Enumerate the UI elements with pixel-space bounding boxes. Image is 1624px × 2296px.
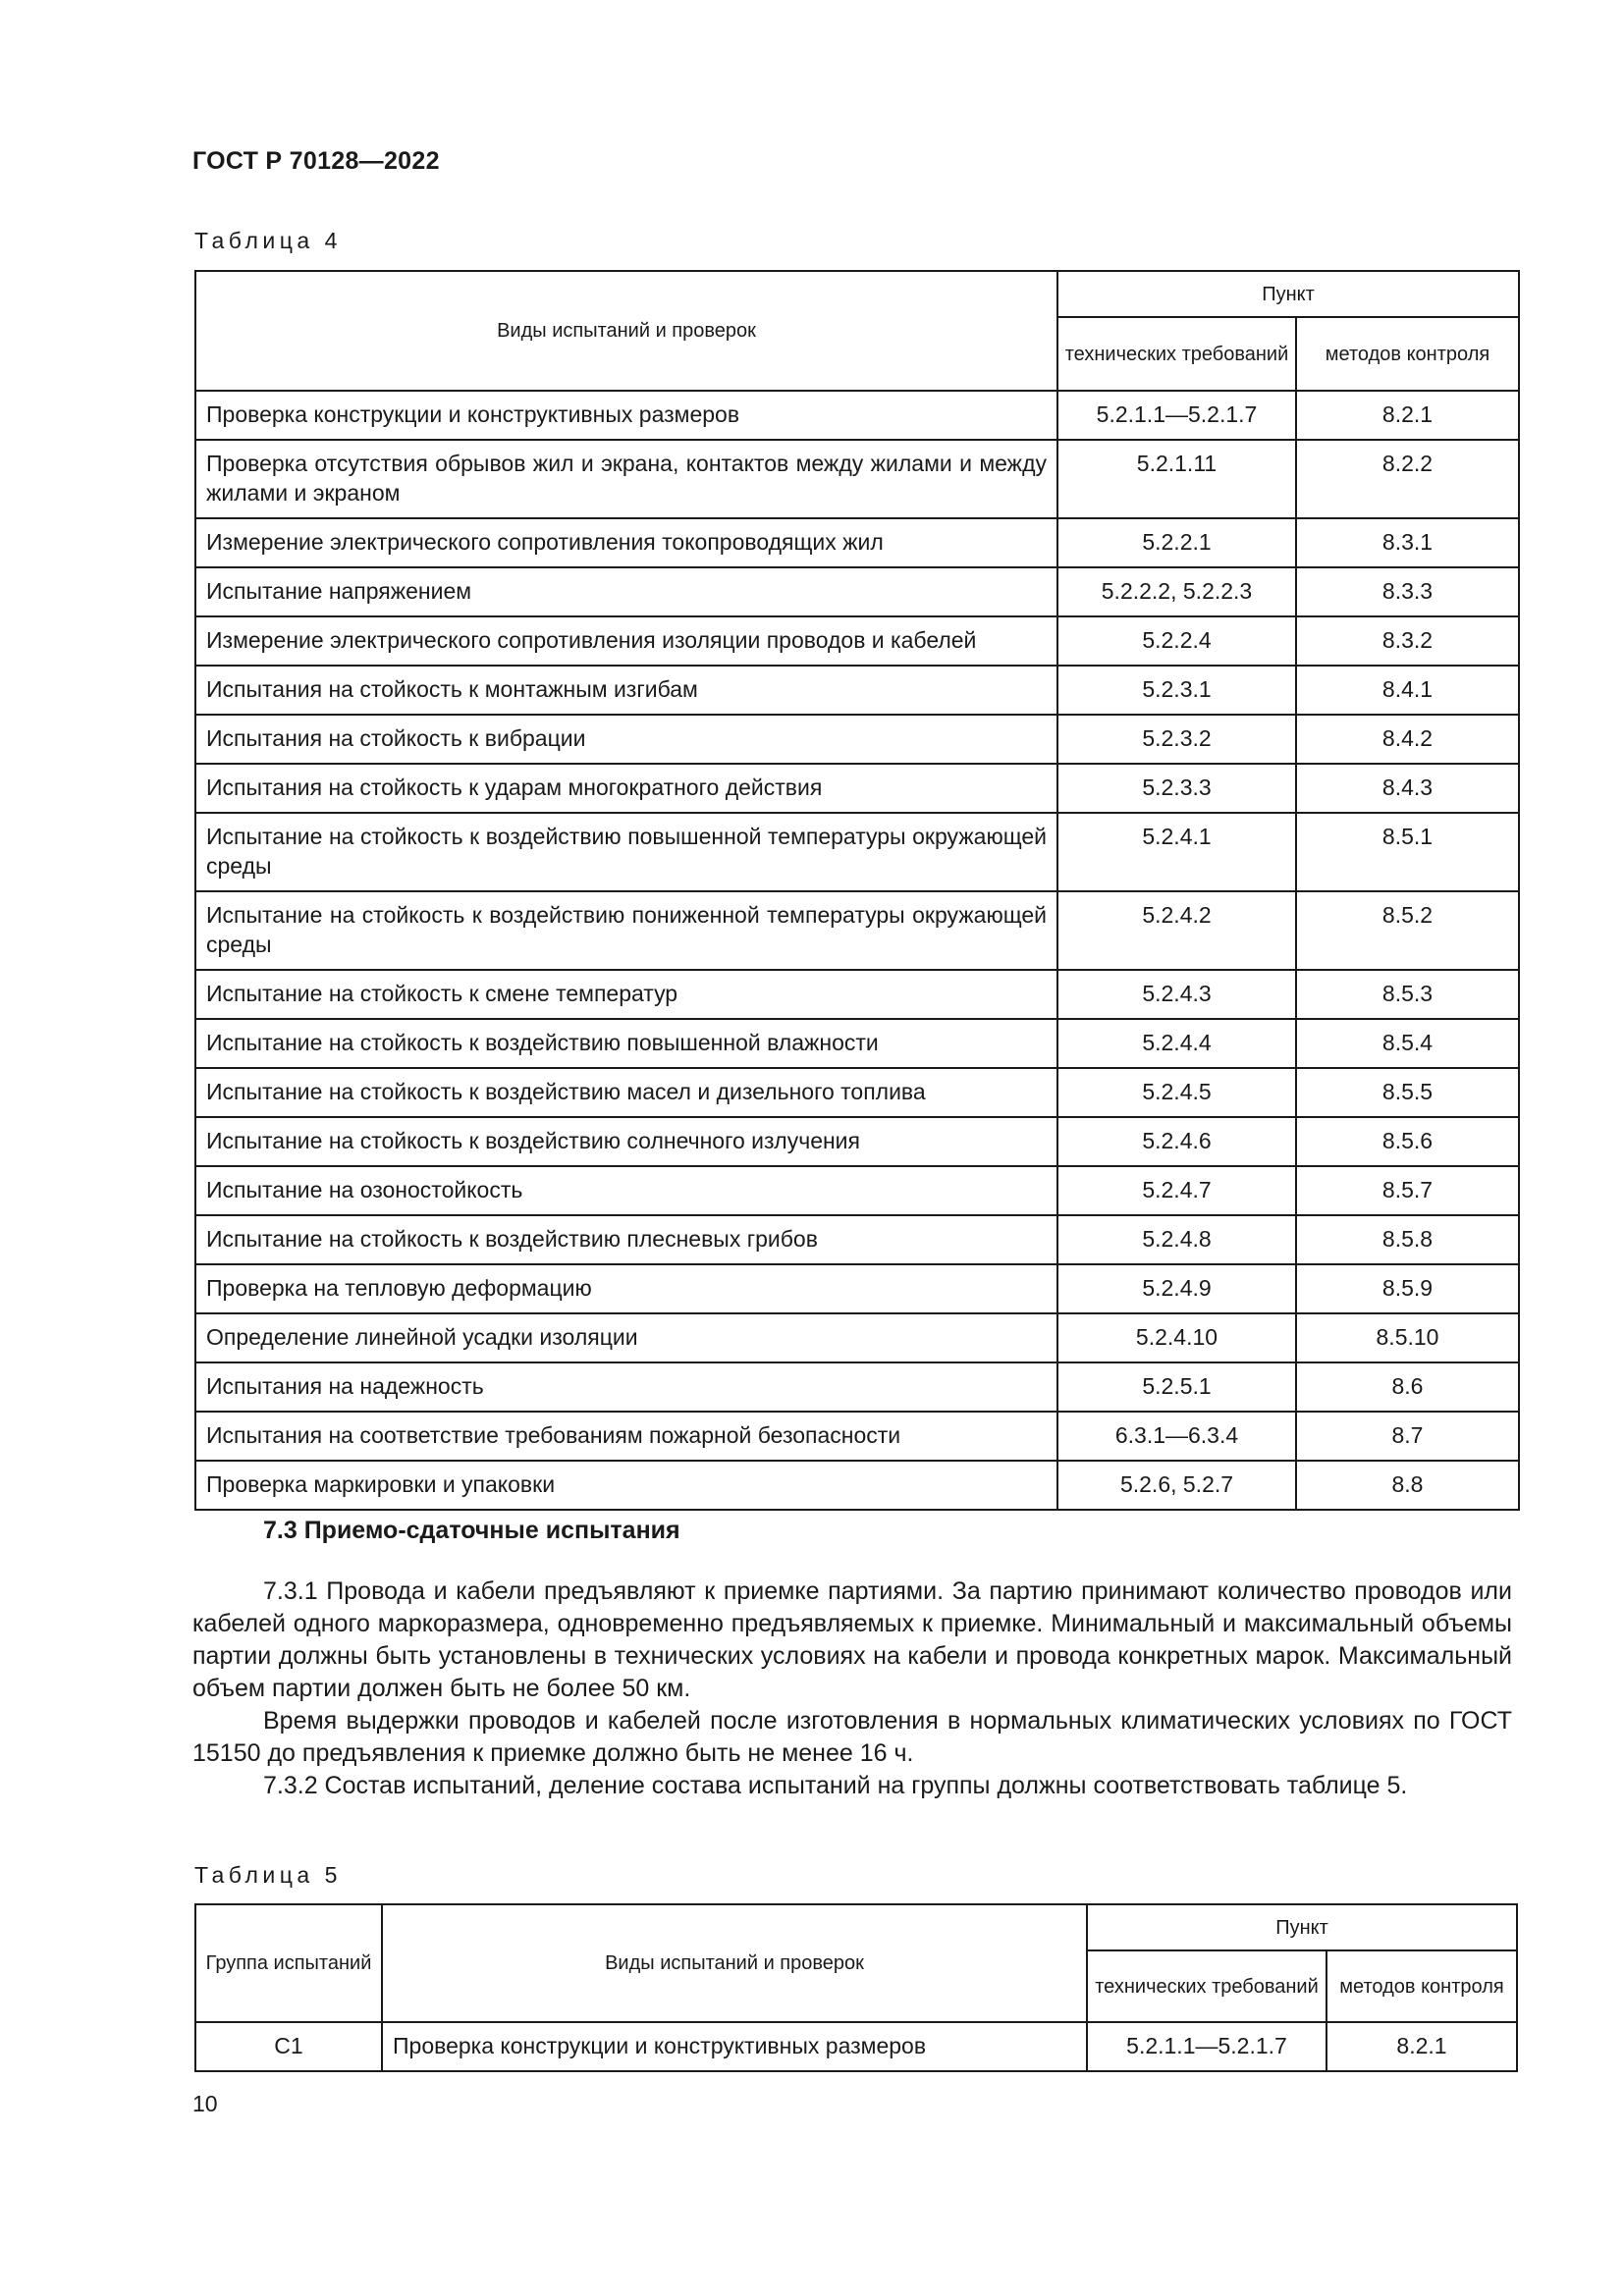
table4-cell-req: 5.2.5.1 bbox=[1057, 1362, 1296, 1412]
table4-cell-name: Испытание на стойкость к воздействию масел и дизельного топлива bbox=[195, 1068, 1057, 1117]
table-row bbox=[195, 391, 1519, 440]
table4-cell-req: 5.2.4.3 bbox=[1057, 970, 1296, 1019]
table4-cell-ctrl: 8.7 bbox=[1296, 1412, 1519, 1461]
table4-cell-ctrl: 8.4.1 bbox=[1296, 666, 1519, 715]
table4-header-name: Виды испытаний и проверок bbox=[195, 271, 1057, 391]
table4-cell-name: Измерение электрического сопротивления изоляции проводов и кабелей bbox=[195, 616, 1057, 666]
table-row bbox=[195, 440, 1519, 518]
table4-cell-name: Испытание на стойкость к воздействию повышенной влажности bbox=[195, 1019, 1057, 1068]
table-row bbox=[195, 764, 1519, 813]
table4-cell-ctrl: 8.5.5 bbox=[1296, 1068, 1519, 1117]
table4-cell-ctrl: 8.6 bbox=[1296, 1362, 1519, 1412]
paragraph-7-3-2: 7.3.2 Состав испытаний, деление состава испытаний на группы должны соответствовать таблице 5. bbox=[263, 1772, 1408, 1799]
table4-cell-req: 5.2.4.8 bbox=[1057, 1215, 1296, 1264]
table4-cell-req: 5.2.4.4 bbox=[1057, 1019, 1296, 1068]
table4-cell-req: 6.3.1—6.3.4 bbox=[1057, 1412, 1296, 1461]
table4-cell-name: Испытание на озоностойкость bbox=[195, 1166, 1057, 1215]
table4-cell-req: 5.2.3.1 bbox=[1057, 666, 1296, 715]
table5-header-group-name: Группа испытаний bbox=[195, 1904, 382, 2022]
table-row bbox=[195, 616, 1519, 666]
table4-cell-name: Измерение электрического сопротивления токопроводящих жил bbox=[195, 518, 1057, 567]
table4-cell-name: Определение линейной усадки изоляции bbox=[195, 1313, 1057, 1362]
table-row bbox=[195, 1068, 1519, 1117]
table4-cell-name: Испытания на соответствие требованиям пожарной безопасности bbox=[195, 1412, 1057, 1461]
table4-header-ctrl: методов контроля bbox=[1296, 317, 1519, 391]
table4-cell-name: Испытание напряжением bbox=[195, 567, 1057, 616]
table4-cell-req: 5.2.3.2 bbox=[1057, 715, 1296, 764]
table5-header-group: Пункт bbox=[1087, 1904, 1517, 1950]
table4-cell-name: Испытание на стойкость к воздействию пониженной температуры окружающей среды bbox=[195, 891, 1057, 970]
table4-cell-name: Испытание на стойкость к воздействию плесневых грибов bbox=[195, 1215, 1057, 1264]
table4-cell-name: Проверка маркировки и упаковки bbox=[195, 1461, 1057, 1510]
table5-header-ctrl: методов контроля bbox=[1326, 1950, 1517, 2022]
table4-cell-name: Испытания на надежность bbox=[195, 1362, 1057, 1412]
paragraph-7-3-1: 7.3.1 Провода и кабели предъявляют к приемке партиями. За партию принимают количество проводов или кабелей одного маркоразмера, одновременно предъявляемых к приемке. Минимальный и максимальный объемы партии должны быть установлены в технических условиях на кабели и провода конкретных марок. Максимальный объем партии должен быть не более 50 км. bbox=[192, 1577, 1512, 1702]
table-row bbox=[195, 666, 1519, 715]
table4-cell-name: Испытания на стойкость к ударам многократного действия bbox=[195, 764, 1057, 813]
table-row bbox=[195, 2022, 1517, 2071]
table-row bbox=[195, 1019, 1519, 1068]
table-row bbox=[195, 1117, 1519, 1166]
table4-cell-req: 5.2.4.10 bbox=[1057, 1313, 1296, 1362]
table4-cell-ctrl: 8.5.4 bbox=[1296, 1019, 1519, 1068]
document-code: ГОСТ Р 70128—2022 bbox=[192, 147, 440, 175]
table4-cell-ctrl: 8.2.1 bbox=[1296, 391, 1519, 440]
table4-cell-ctrl: 8.5.9 bbox=[1296, 1264, 1519, 1313]
table4-cell-ctrl: 8.5.8 bbox=[1296, 1215, 1519, 1264]
table4-cell-req: 5.2.4.7 bbox=[1057, 1166, 1296, 1215]
table4-cell-req: 5.2.2.4 bbox=[1057, 616, 1296, 666]
table4-cell-req: 5.2.4.6 bbox=[1057, 1117, 1296, 1166]
table5-cell-name: Проверка конструкции и конструктивных размеров bbox=[382, 2022, 1087, 2071]
table4-cell-req: 5.2.4.5 bbox=[1057, 1068, 1296, 1117]
table4-cell-req: 5.2.4.9 bbox=[1057, 1264, 1296, 1313]
table5-cell-group: С1 bbox=[195, 2022, 382, 2071]
section-title: 7.3 Приемо-сдаточные испытания bbox=[263, 1517, 680, 1544]
table-row bbox=[195, 567, 1519, 616]
table4-cell-req: 5.2.4.2 bbox=[1057, 891, 1296, 970]
table-row bbox=[195, 1264, 1519, 1313]
table4-cell-ctrl: 8.3.1 bbox=[1296, 518, 1519, 567]
table4-cell-req: 5.2.1.11 bbox=[1057, 440, 1296, 518]
table4-cell-name: Испытание на стойкость к воздействию солнечного излучения bbox=[195, 1117, 1057, 1166]
table4-cell-ctrl: 8.2.2 bbox=[1296, 440, 1519, 518]
table4-header-group: Пункт bbox=[1057, 271, 1519, 317]
table4-cell-name: Испытания на стойкость к вибрации bbox=[195, 715, 1057, 764]
table4-cell-name: Проверка на тепловую деформацию bbox=[195, 1264, 1057, 1313]
table-row bbox=[195, 1412, 1519, 1461]
table4-cell-ctrl: 8.5.6 bbox=[1296, 1117, 1519, 1166]
table4-cell-name: Проверка конструкции и конструктивных размеров bbox=[195, 391, 1057, 440]
table4-cell-ctrl: 8.5.10 bbox=[1296, 1313, 1519, 1362]
table4-caption: Таблица 4 bbox=[194, 228, 342, 253]
table5-caption: Таблица 5 bbox=[194, 1862, 342, 1888]
table-5 bbox=[194, 1903, 1518, 2072]
table4-cell-req: 5.2.6, 5.2.7 bbox=[1057, 1461, 1296, 1510]
table4-cell-req: 5.2.2.2, 5.2.2.3 bbox=[1057, 567, 1296, 616]
table-row bbox=[195, 1313, 1519, 1362]
table4-cell-req: 5.2.2.1 bbox=[1057, 518, 1296, 567]
table4-cell-req: 5.2.4.1 bbox=[1057, 813, 1296, 891]
table-row bbox=[195, 813, 1519, 891]
table-row bbox=[195, 518, 1519, 567]
table5-cell-ctrl: 8.2.1 bbox=[1326, 2022, 1517, 2071]
table4-cell-req: 5.2.3.3 bbox=[1057, 764, 1296, 813]
table-row bbox=[195, 1215, 1519, 1264]
table-row bbox=[195, 970, 1519, 1019]
table5-cell-req: 5.2.1.1—5.2.1.7 bbox=[1087, 2022, 1326, 2071]
table-row bbox=[195, 1166, 1519, 1215]
table4-cell-ctrl: 8.3.3 bbox=[1296, 567, 1519, 616]
table4-header-req: технических требований bbox=[1057, 317, 1296, 391]
table4-cell-req: 5.2.1.1—5.2.1.7 bbox=[1057, 391, 1296, 440]
table-row bbox=[195, 715, 1519, 764]
table5-header-name: Виды испытаний и проверок bbox=[382, 1904, 1087, 2022]
table4-cell-ctrl: 8.5.3 bbox=[1296, 970, 1519, 1019]
table5-header-req: технических требований bbox=[1087, 1950, 1326, 2022]
table4-cell-ctrl: 8.4.2 bbox=[1296, 715, 1519, 764]
table4-cell-name: Испытание на стойкость к смене температур bbox=[195, 970, 1057, 1019]
table4-cell-ctrl: 8.4.3 bbox=[1296, 764, 1519, 813]
table4-cell-ctrl: 8.3.2 bbox=[1296, 616, 1519, 666]
table4-cell-name: Испытание на стойкость к воздействию повышенной температуры окружающей среды bbox=[195, 813, 1057, 891]
table4-cell-ctrl: 8.5.7 bbox=[1296, 1166, 1519, 1215]
page-number: 10 bbox=[192, 2091, 218, 2116]
table4-cell-name: Испытания на стойкость к монтажным изгибам bbox=[195, 666, 1057, 715]
table4-cell-ctrl: 8.5.1 bbox=[1296, 813, 1519, 891]
table-row bbox=[195, 891, 1519, 970]
table-row bbox=[195, 1362, 1519, 1412]
table-row bbox=[195, 1461, 1519, 1510]
table4-cell-ctrl: 8.8 bbox=[1296, 1461, 1519, 1510]
table-4 bbox=[194, 270, 1520, 1511]
table4-cell-ctrl: 8.5.2 bbox=[1296, 891, 1519, 970]
paragraph-holding-time: Время выдержки проводов и кабелей после изготовления в нормальных климатических условиях по ГОСТ 15150 до предъявления к приемке должно быть не менее 16 ч. bbox=[192, 1707, 1512, 1767]
table4-cell-name: Проверка отсутствия обрывов жил и экрана, контактов между жилами и между жилами и экраном bbox=[195, 440, 1057, 518]
